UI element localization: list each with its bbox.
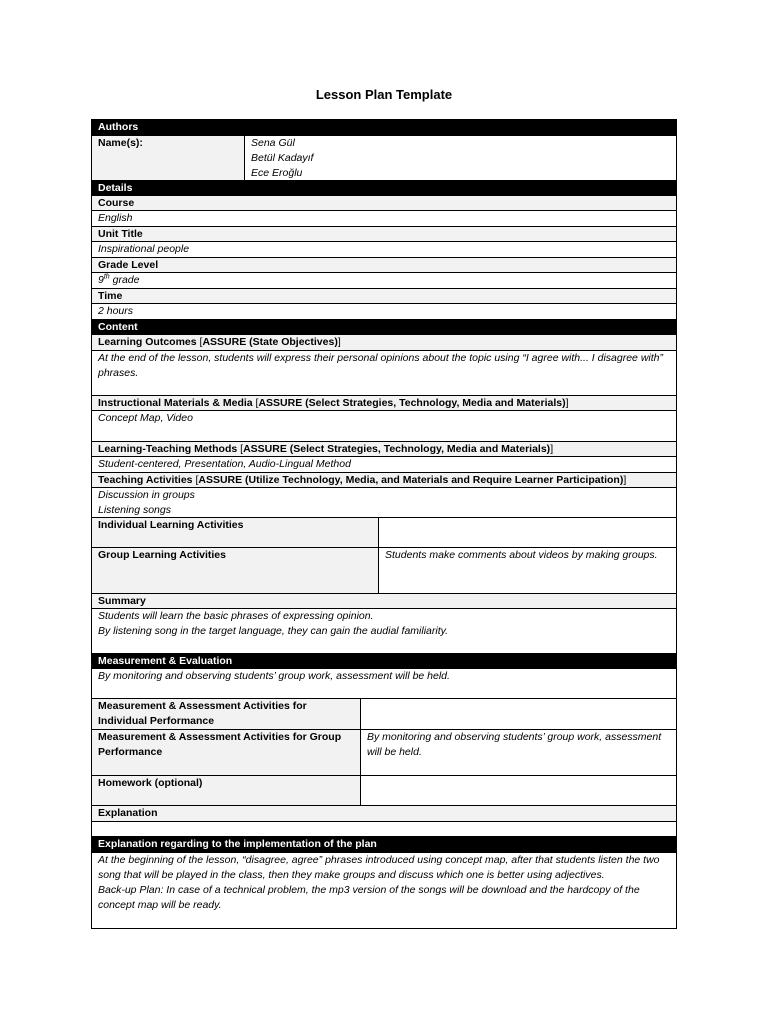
backup-plan-paragraph: Back-up Plan: In case of a technical problem, the mp3 version of the songs will be download and the hardcopy of the concept map will be ready. [98, 884, 640, 911]
names-label: Name(s): [92, 136, 245, 180]
details-header: Details [92, 181, 676, 196]
homework-value [361, 776, 676, 805]
explanation-value [92, 822, 676, 837]
activities-tag: ASSURE (Utilize Technology, Media, and Materials and Require Learner Participation) [198, 474, 624, 486]
authors-header: Authors [92, 120, 676, 136]
group-activities-value: Students make comments about videos by making groups. [385, 549, 658, 561]
summary-line: Students will learn the basic phrases of expressing opinion. [98, 610, 374, 622]
materials-label-text: Instructional Materials & Media [98, 397, 253, 409]
methods-label-text: Learning-Teaching Methods [98, 443, 238, 455]
explanation-label: Explanation [92, 806, 676, 822]
group-assessment-value: By monitoring and observing students’ group work, assessment will be held. [367, 731, 662, 758]
page-title: Lesson Plan Template [315, 87, 453, 102]
grade-level-label: Grade Level [92, 258, 676, 273]
author-name: Ece Eroğlu [251, 167, 303, 179]
names-list [245, 136, 676, 180]
measurement-header: Measurement & Evaluation [92, 654, 676, 669]
content-header: Content [92, 320, 676, 335]
individual-activities-value [379, 518, 676, 547]
grade-suffix: th [103, 273, 110, 281]
teaching-activities-label: Teaching Activities [ASSURE (Utilize Technology, Media, and Materials and Require Learner Participation)] [92, 473, 676, 488]
individual-assessment-row [92, 699, 676, 730]
summary-value [92, 609, 676, 654]
outcomes-label-text: Learning Outcomes [98, 336, 197, 348]
individual-assessment-label: Measurement & Assessment Activities for Individual Performance [92, 699, 361, 729]
activity-item: Listening songs [98, 504, 171, 516]
individual-activities-label: Individual Learning Activities [92, 518, 379, 547]
unit-title-value: Inspirational people [92, 242, 676, 258]
time-label: Time [92, 289, 676, 304]
group-assessment-label: Measurement & Assessment Activities for Group Performance [92, 730, 361, 775]
learning-outcomes-value: At the end of the lesson, students will express their personal opinions about the topic using “I agree with... I disagree with” phrases. [92, 351, 676, 396]
individual-activities-row [92, 518, 676, 548]
methods-label: Learning-Teaching Methods [ASSURE (Select Strategies, Technology, Media and Materials)] [92, 442, 676, 457]
materials-value: Concept Map, Video [92, 411, 676, 442]
author-name: Betül Kadayıf [251, 152, 314, 164]
methods-tag: ASSURE (Select Strategies, Technology, Media and Materials) [243, 443, 551, 455]
summary-line: By listening song in the target language, they can gain the audial familiarity. [98, 625, 449, 637]
course-label: Course [92, 196, 676, 211]
authors-row [92, 136, 676, 181]
measurement-value: By monitoring and observing students’ group work, assessment will be held. [92, 669, 676, 699]
individual-assessment-value [361, 699, 676, 729]
grade-number: 9 [98, 274, 104, 286]
outcomes-tag: ASSURE (State Objectives) [202, 336, 338, 348]
course-value: English [92, 211, 676, 227]
lesson-plan-table [91, 119, 677, 929]
group-assessment-row [92, 730, 676, 776]
activity-item: Discussion in groups [98, 489, 195, 501]
methods-value: Student-centered, Presentation, Audio-Lingual Method [92, 457, 676, 473]
summary-label: Summary [92, 594, 676, 609]
activities-label-text: Teaching Activities [98, 474, 193, 486]
homework-row [92, 776, 676, 806]
materials-tag: ASSURE (Select Strategies, Technology, Media and Materials) [258, 397, 566, 409]
author-name: Sena Gül [251, 137, 295, 149]
grade-level-value [92, 273, 676, 289]
unit-title-label: Unit Title [92, 227, 676, 242]
group-activities-label: Group Learning Activities [92, 548, 379, 593]
teaching-activities-value [92, 488, 676, 518]
group-activities-row [92, 548, 676, 594]
grade-word: grade [109, 274, 140, 286]
implementation-paragraph: At the beginning of the lesson, “disagree, agree” phrases introduced using concept map, after that students listen the two song that will be played in the class, then they make groups and discuss which one is better using adjectives. [98, 854, 660, 881]
learning-outcomes-label: Learning Outcomes [ASSURE (State Objectives)] [92, 335, 676, 351]
implementation-value [92, 853, 676, 928]
materials-label: Instructional Materials & Media [ASSURE (Select Strategies, Technology, Media and Materials)] [92, 396, 676, 411]
time-value: 2 hours [92, 304, 676, 320]
implementation-header: Explanation regarding to the implementation of the plan [92, 837, 676, 853]
homework-label: Homework (optional) [92, 776, 361, 805]
